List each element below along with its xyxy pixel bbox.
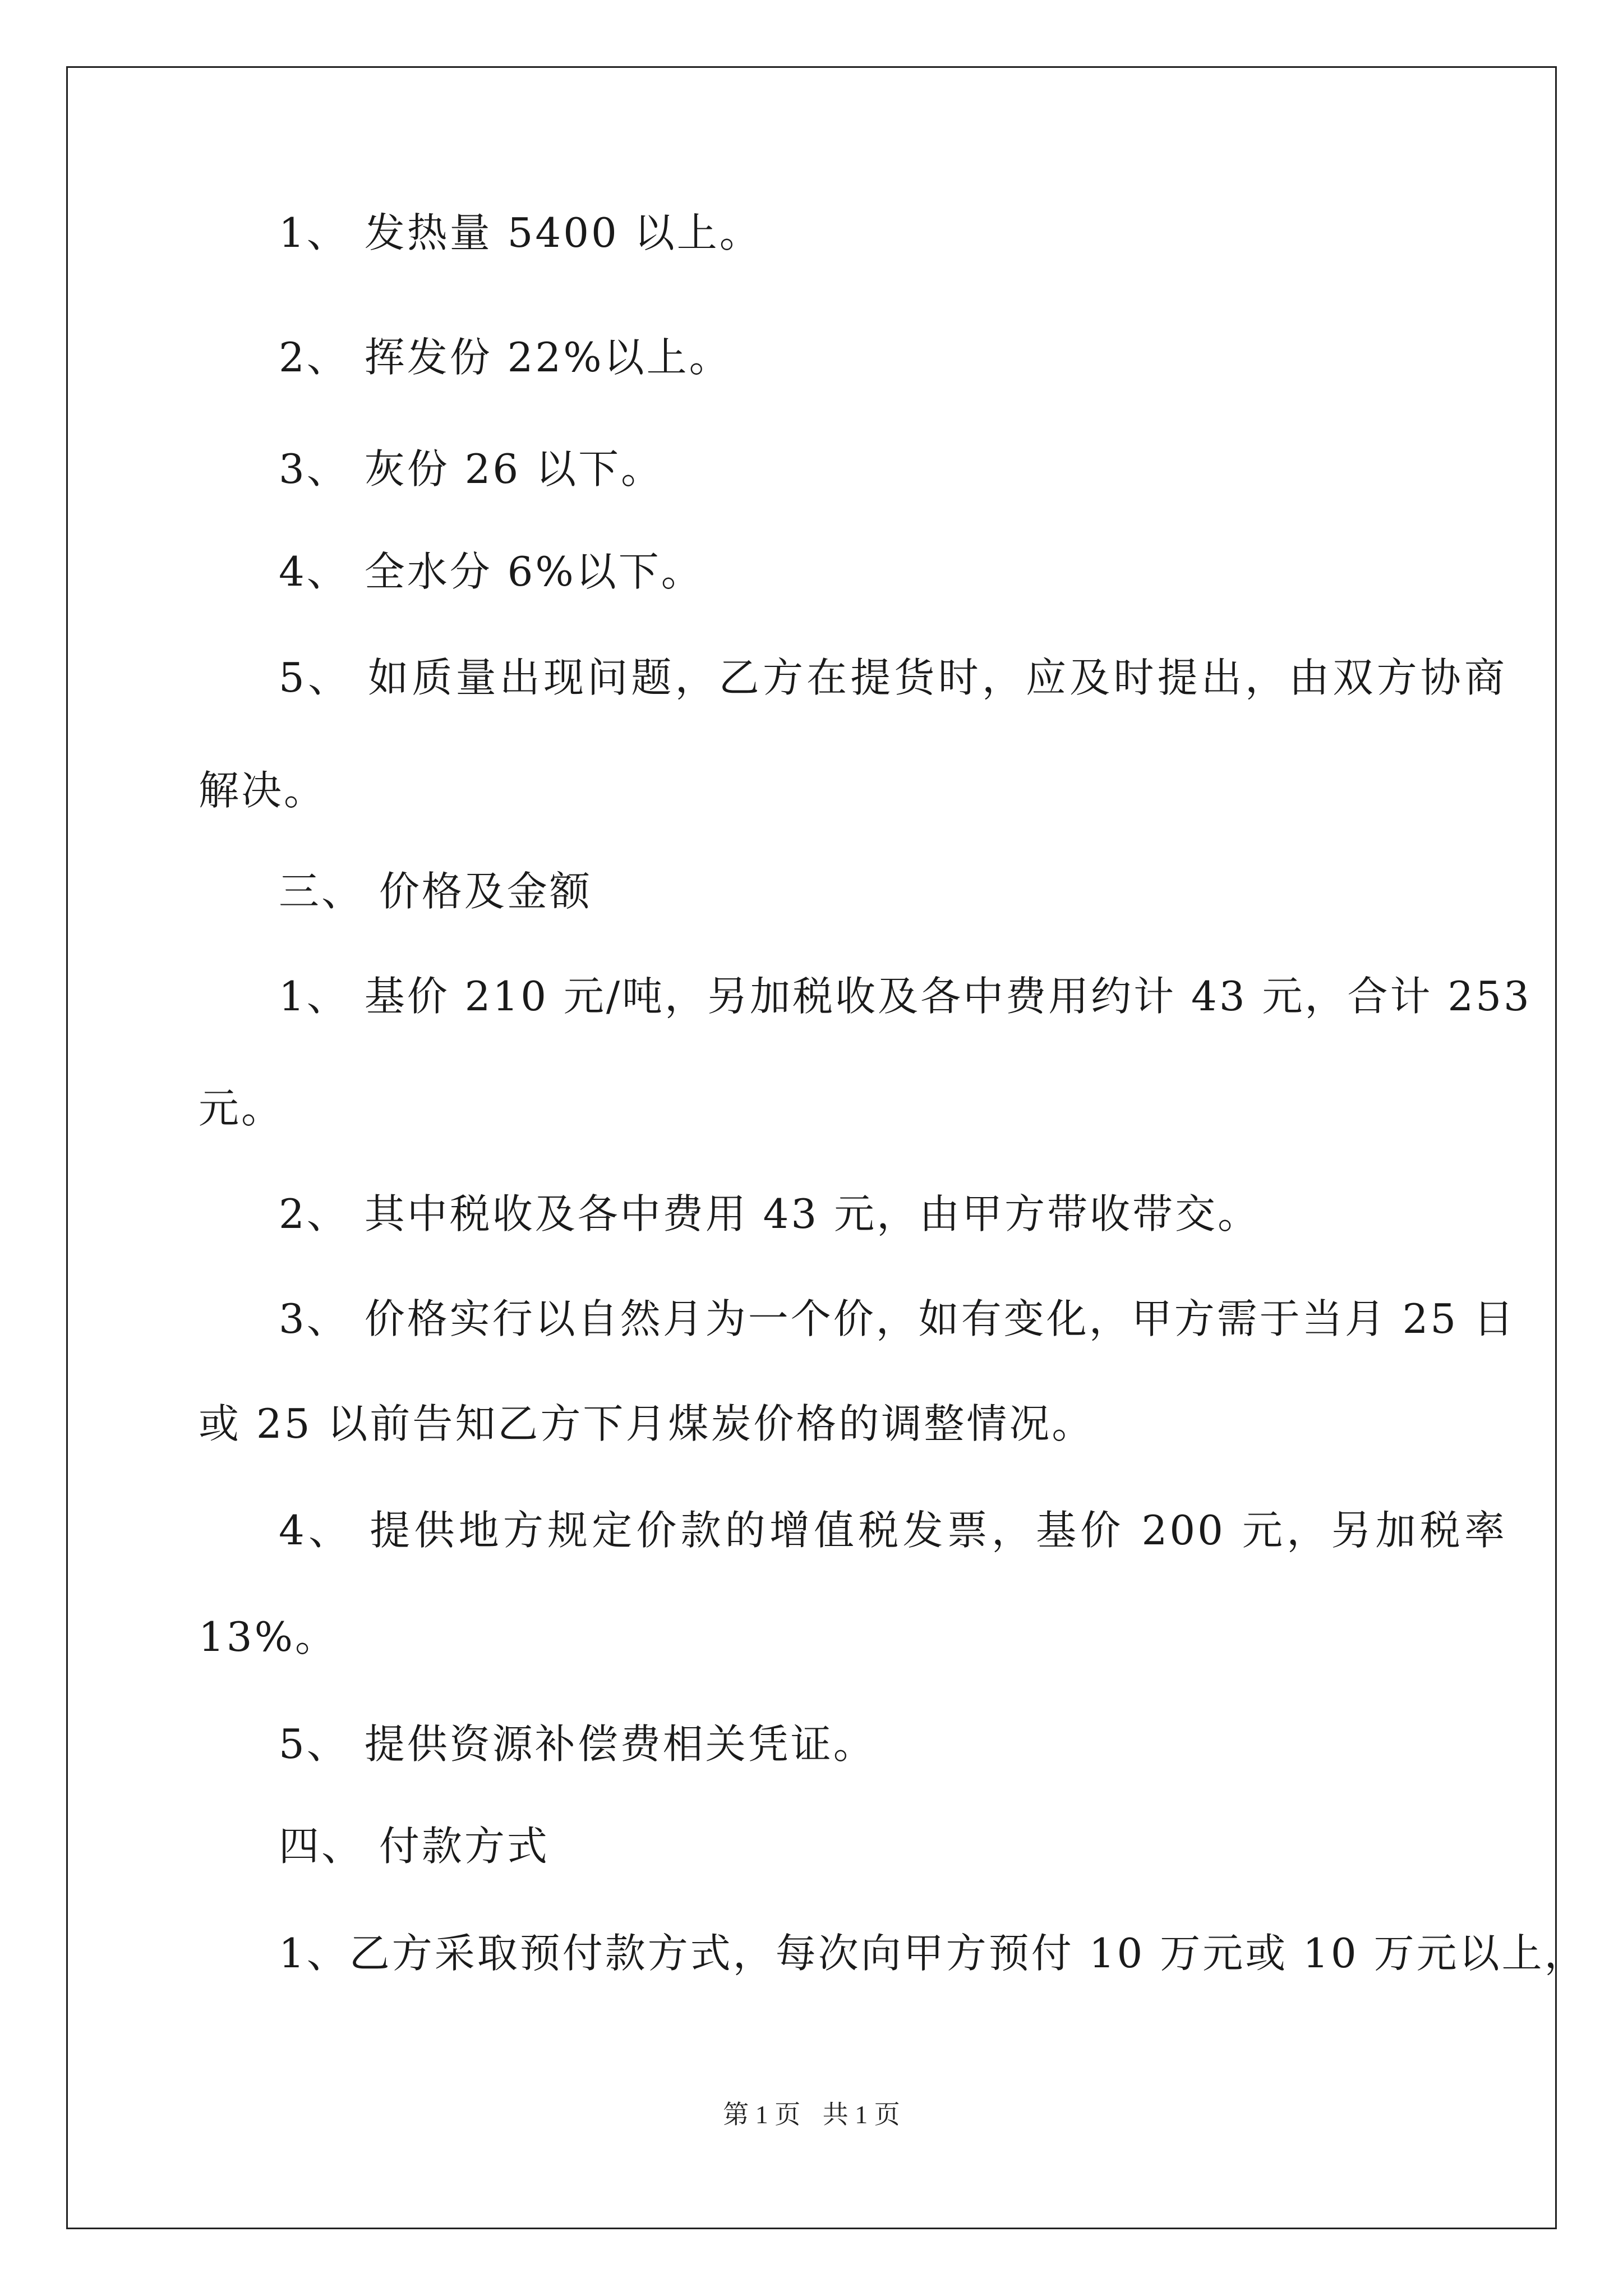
text-line-9: 元。: [199, 1085, 284, 1132]
section-heading-payment: 四、 付款方式: [279, 1823, 550, 1870]
text-line-4: 4、 全水分 6%以下。: [279, 548, 704, 595]
section-heading-price: 三、 价格及金额: [279, 868, 592, 915]
text-line-1: 1、 发热量 5400 以上。: [279, 209, 762, 256]
text-line-8: 1、 基价 210 元/吨，另加税收及各中费用约计 43 元，合计 253: [279, 973, 1532, 1020]
page-number-current: 第 1 页: [723, 2100, 801, 2129]
page-number-total: 共 1 页: [822, 2100, 900, 2129]
text-line-2: 2、 挥发份 22%以上。: [279, 334, 732, 381]
text-line-6: 解决。: [199, 767, 327, 814]
text-line-15: 5、 提供资源补偿费相关凭证。: [279, 1720, 876, 1768]
text-line-5: 5、 如质量出现问题，乙方在提货时，应及时提出，由双方协商: [279, 654, 1507, 701]
text-line-12: 或 25 以前告知乙方下月煤炭价格的调整情况。: [199, 1400, 1095, 1447]
text-line-11: 3、 价格实行以自然月为一个价，如有变化，甲方需于当月 25 日: [279, 1295, 1516, 1342]
text-line-13: 4、 提供地方规定价款的增值税发票，基价 200 元，另加税率: [279, 1507, 1507, 1554]
text-line-17: 1、乙方采取预付款方式，每次向甲方预付 10 万元或 10 万元以上，: [279, 1930, 1587, 1977]
text-line-14: 13%。: [199, 1613, 338, 1660]
text-line-10: 2、 其中税收及各中费用 43 元，由甲方带收带交。: [279, 1190, 1261, 1237]
page-footer: [0, 2098, 1623, 2132]
text-line-3: 3、 灰份 26 以下。: [279, 445, 664, 493]
page-border: [66, 66, 1587, 2229]
